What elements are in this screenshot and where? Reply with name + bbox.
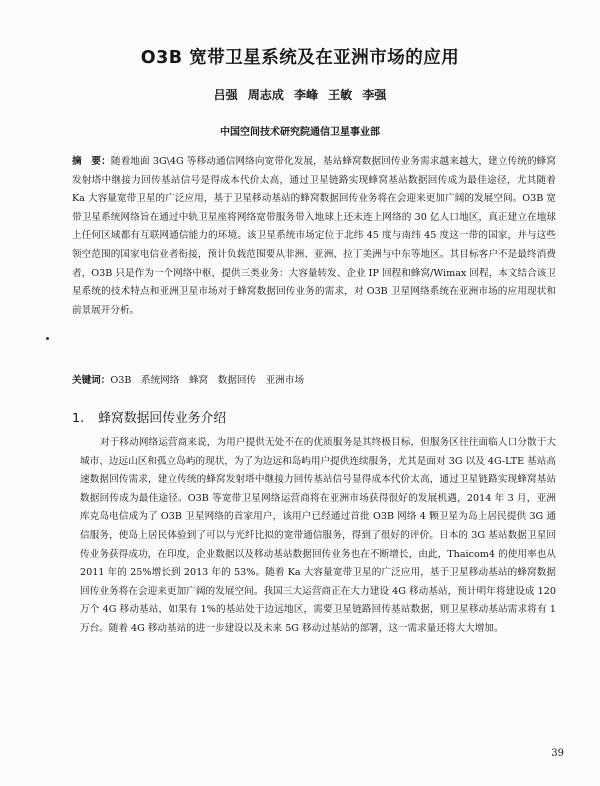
affiliation: 中国空间技术研究院通信卫星事业部 bbox=[220, 127, 380, 138]
keywords-text: O3B 系统网络 蜂窝 数据回传 亚洲市场 bbox=[110, 375, 305, 386]
author-list: 吕强 周志成 李峰 王敏 李强 bbox=[213, 88, 387, 102]
section-1-title: 蜂窝数据回传业务介绍 bbox=[98, 411, 227, 426]
section-1-paragraph: 对于移动网络运营商来说，为用户提供无处不在的优质服务是其终极目标，但服务区往往面临人口分散于大城市、边远山区和孤立岛屿的现状，为了为边远和岛屿用户提供连续服务，尤其是面对 3G 以及 4G-LTE 基站高速数据回传需求，建立传统的蜂窝发射塔中继接力回传基站信号显得成本代价太高，通过卫星链路实现蜂窝基站数据回传成为最佳途径。O3B 等宽带卫星网络运营商将在亚洲市场获得很好的发展机遇，2014 年 3 月，亚洲库克岛电信成为了 O3B 卫星网络的首家用户，该用户已经通过首批 O3B 网络 4 颗卫星为岛上居民提供 3G 通信服务，使岛上居民体验到了可以与光纤比拟的宽带通信服务，得到了很好的评价。日本的 3G 基站数据卫星回传业务获得成功，在印度，企业数据以及移动基站数据回传业务也在不断增长，由此，Thaicom4 的使用率也从 2011 年的 25%增长到 2013 年的 53%。随着 Ka 大容量宽带卫星的广泛应用，基于卫星移动基站的蜂窝数据回传业务将在会迎来更加广阔的发展空间。我国三大运营商正在大力建设 4G 移动基站，预计明年将建设成 120 万个 4G 移动基站，如果有 1%的基站处于边远地区，需要卫星链路回传基站数据，则卫星移动基站需求将有 1 万台。随着 4G 移动基站的进一步建设以及未来 5G 移动过基站的部署，这一需求量还将大大增加。 bbox=[80, 437, 556, 634]
margin-mark bbox=[46, 337, 49, 340]
keywords bbox=[72, 374, 556, 388]
section-1-heading bbox=[72, 407, 226, 426]
abstract-text: 随着地面 3G\4G 等移动通信网络向宽带化发展，基站蜂窝数据回传业务需求越来越大，建立传统的蜂窝发射塔中继接力回传基站信号是得成本代价太高，通过卫星链路实现蜂窝基站数据回传成为最佳途径，尤其随着 Ka 大容量宽带卫星的广泛应用，基于卫星移动基站的蜂窝数据回传业务将在会迎来更加广阔的发展空间。O3B 宽带卫星系统网络旨在通过中轨卫星座将网络宽带服务带入地球上还未连上网络的 30 亿人口地区，真正建立在地球上任何区域都有互联网通信能力的环境。该卫星系统市场定位于北纬 45 度与南纬 45 度这一带的国家，并与这些领空范围的国家电信业者衔接，预计负载范围要从非洲、亚洲、拉丁美洲与中东等地区。其目标客户不是最终消费者，O3B 只是作为一个网络中枢，提供三类业务：大容量转发、企业 IP 回程和蜂窝/Wimax 回程，本文结合该卫星系统的技术特点和亚洲卫星市场对于蜂窝数据回传业务的需求，对 O3B 卫星网络系统在亚洲市场的应用现状和前景展开分析。 bbox=[72, 156, 556, 316]
page-number: 39 bbox=[551, 748, 564, 759]
abstract bbox=[72, 153, 556, 320]
paper-title: O3B 宽带卫星系统及在亚洲市场的应用 bbox=[140, 48, 460, 68]
abstract-label: 摘 要： bbox=[72, 156, 111, 167]
keywords-label: 关键词： bbox=[72, 375, 111, 386]
section-1-number: 1. bbox=[72, 411, 85, 426]
